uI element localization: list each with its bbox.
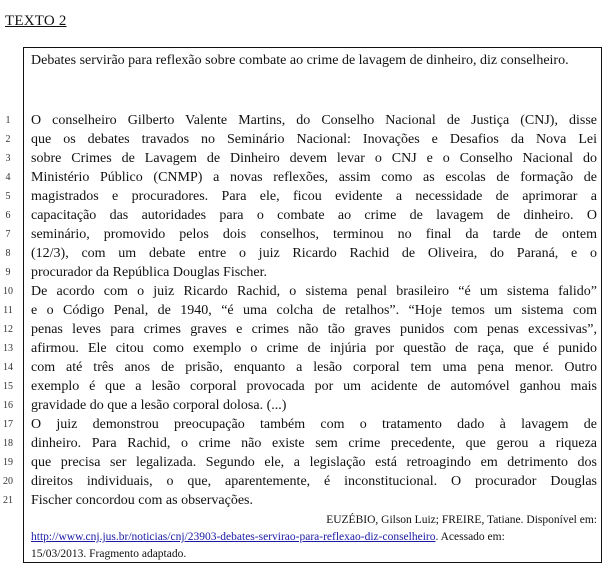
- line-number: 7: [5, 229, 11, 240]
- line-number: 14: [3, 362, 13, 373]
- text-line: exemplo é que a lesão corporal provocada por um acidente de automóvel ganhou mais: [31, 379, 597, 394]
- line-number: 6: [5, 210, 11, 221]
- line-number: 2: [5, 134, 11, 145]
- text-line: O conselheiro Gilberto Valente Martins, do Conselho Nacional de Justiça (CNJ), disse: [31, 113, 597, 128]
- text-line: sobre Crimes de Lavagem de Dinheiro devem levar o CNJ e o Conselho Nacional do: [31, 151, 597, 166]
- source-link[interactable]: http://www.cnj.jus.br/noticias/cnj/23903-debates-servirao-para-reflexao-diz-conselheiro: [31, 531, 436, 543]
- text-line: O juiz demonstrou preocupação também com o tratamento dado à lavagem de: [31, 417, 597, 432]
- text-line: dinheiro. Para Rachid, o crime não existe sem crime precedente, que gerou a riqueza: [31, 436, 597, 451]
- section-title: TEXTO 2: [5, 13, 67, 29]
- line-number: 10: [3, 286, 13, 297]
- line-number: 21: [3, 495, 13, 506]
- line-number: 13: [3, 343, 13, 354]
- text-line: que os debates travados no Seminário Nacional: Inovações e Desafios da Nova Lei: [31, 132, 597, 147]
- citation-authors: EUZÉBIO, Gilson Luiz; FREIRE, Tatiane. Disponível em:: [326, 514, 597, 526]
- line-number: 9: [5, 267, 11, 278]
- line-number: 16: [3, 400, 13, 411]
- line-number: 12: [3, 324, 13, 335]
- text-line: Fischer concordou com as observações.: [31, 493, 253, 508]
- line-number: 20: [3, 476, 13, 487]
- line-number: 11: [3, 305, 13, 316]
- text-line: (12/3), com um debate entre o juiz Ricardo Rachid de Oliveira, do Paraná, e o: [31, 246, 597, 261]
- line-number: 15: [3, 381, 13, 392]
- text-line: afirmou. Ele citou como exemplo o crime de injúria por questão de raça, que é punido: [31, 341, 597, 356]
- text-line: magistrados e procuradores. Para ele, ficou evidente a necessidade de aprimorar a: [31, 189, 597, 204]
- citation-date: 15/03/2013. Fragmento adaptado.: [31, 548, 187, 560]
- line-number: 19: [3, 457, 13, 468]
- text-line: gravidade do que a lesão corporal dolosa. (...): [31, 398, 287, 413]
- text-line: e o Código Penal, de 1940, “é uma colcha de retalhos”. “Hoje temos um sistema com: [31, 303, 597, 318]
- text-line: procurador da República Douglas Fischer.: [31, 265, 267, 280]
- citation-source-line: [31, 529, 597, 545]
- text-line: capacitação das autoridades para o combate ao crime de lavagem de dinheiro. O: [31, 208, 597, 223]
- text-line: que precisa ser legalizada. Segundo ele, a legislação está retroagindo em detrimento dos: [31, 455, 597, 470]
- article-headline: Debates servirão para reflexão sobre combate ao crime de lavagem de dinheiro, diz conselheiro.: [31, 53, 569, 68]
- line-number: 5: [5, 191, 11, 202]
- line-number: 17: [3, 419, 13, 430]
- line-number: 3: [5, 153, 11, 164]
- line-number: 4: [5, 172, 11, 183]
- line-number: 18: [3, 438, 13, 449]
- text-line: direitos individuais, o que, aparentemente, é inconstitucional. O procurador Douglas: [31, 474, 597, 489]
- text-line: Ministério Público (CNMP) a novas reflexões, assim como as escolas de formação de: [31, 170, 597, 185]
- citation-accessed-label: . Acessado em:: [435, 531, 505, 543]
- text-line: De acordo com o juiz Ricardo Rachid, o sistema penal brasileiro “é um sistema falido”: [31, 284, 597, 299]
- text-line: penas leves para crimes graves e crimes não tão graves punidos com penas excessivas”,: [31, 322, 597, 337]
- text-line: seminário, promovido pelos dois conselhos, terminou no final da tarde de ontem: [31, 227, 597, 242]
- line-number: 1: [5, 115, 11, 126]
- line-number: 8: [5, 248, 11, 259]
- text-line: com até três anos de prisão, enquanto a lesão corporal tem uma pena menor. Outro: [31, 360, 597, 375]
